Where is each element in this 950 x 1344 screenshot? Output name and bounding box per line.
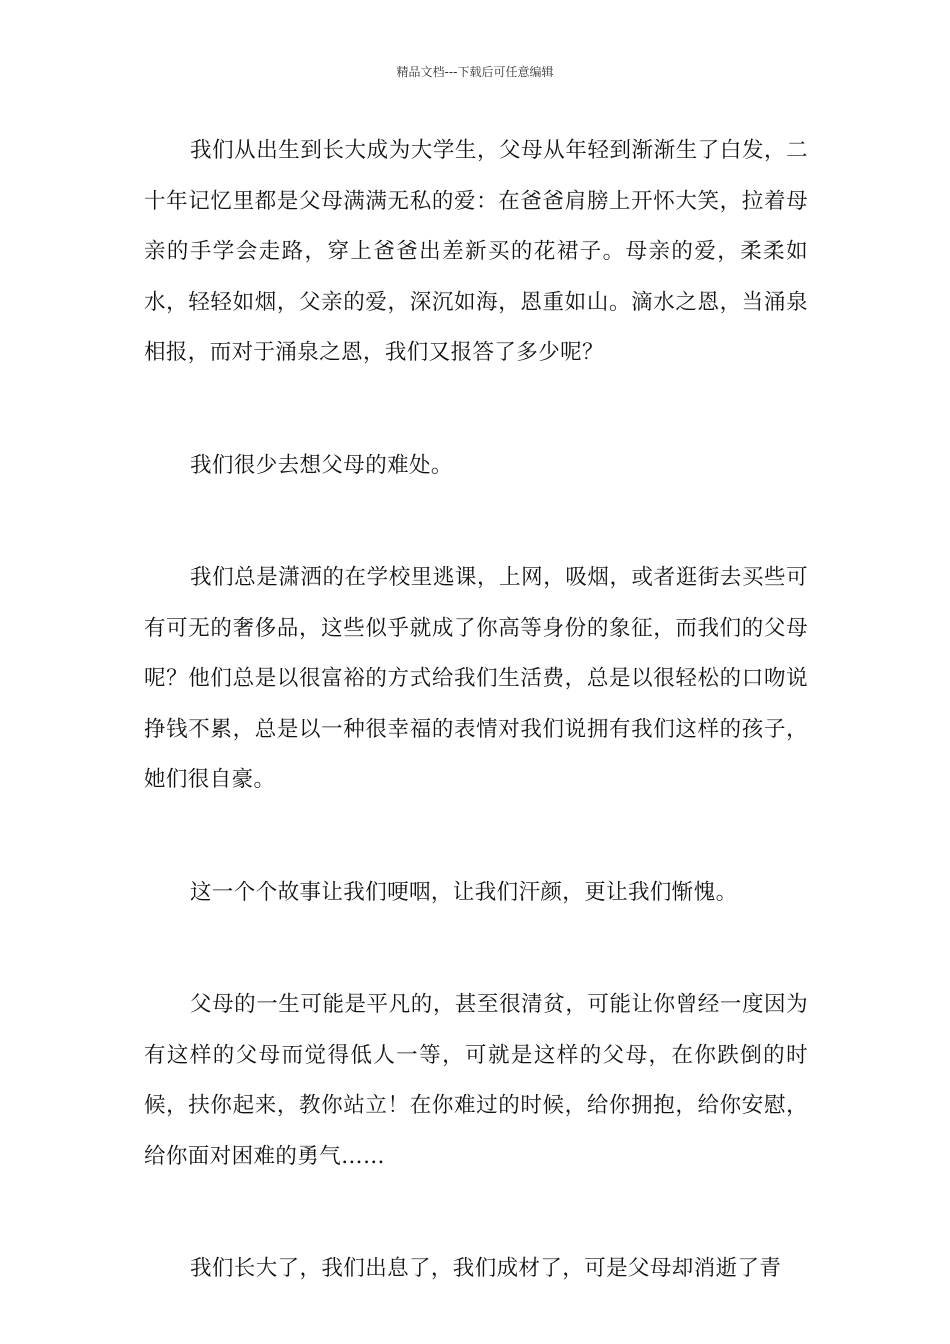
paragraph-spacer xyxy=(144,806,808,868)
paragraph-spacer xyxy=(144,1182,808,1244)
paragraph-spacer xyxy=(144,491,808,553)
paragraph-1: 我们从出生到长大成为大学生，父母从年轻到渐渐生了白发，二十年记忆里都是父母满满无私的爱：在爸爸肩膀上开怀大笑，拉着母亲的手学会走路，穿上爸爸出差新买的花裙子。母亲的爱，柔柔如水，轻轻如烟，父亲的爱，深沉如海，恩重如山。滴水之恩，当涌泉相报，而对于涌泉之恩，我们又报答了多少呢？ xyxy=(144,138,808,365)
paragraph-4: 这一个个故事让我们哽咽，让我们汗颜，更让我们惭愧。 xyxy=(190,879,738,905)
paragraph-spacer xyxy=(144,918,808,980)
paragraph-spacer xyxy=(144,379,808,441)
paragraph-6: 我们长大了，我们出息了，我们成材了，可是父母却消逝了青 xyxy=(190,1256,782,1281)
paragraph-5: 父母的一生可能是平凡的，甚至很清贫，可能让你曾经一度因为有这样的父母而觉得低人一等，可就是这样的父母，在你跌倒的时候，扶你起来，教你站立！在你难过的时候，给你拥抱，给你安慰，给你面对困难的勇气…… xyxy=(144,992,808,1169)
paragraph-3: 我们总是潇洒的在学校里逃课，上网，吸烟，或者逛街去买些可有可无的奢侈品，这些似乎就成了你高等身份的象征，而我们的父母呢？他们总是以很富裕的方式给我们生活费，总是以很轻松的口吻说挣钱不累，总是以一种很幸福的表情对我们说拥有我们这样的孩子，她们很自豪。 xyxy=(144,565,808,792)
paragraph-2: 我们很少去想父母的难处。 xyxy=(190,452,453,478)
document-body xyxy=(144,126,808,1295)
page-header: 精品文档---下载后可任意编辑 xyxy=(396,65,554,79)
